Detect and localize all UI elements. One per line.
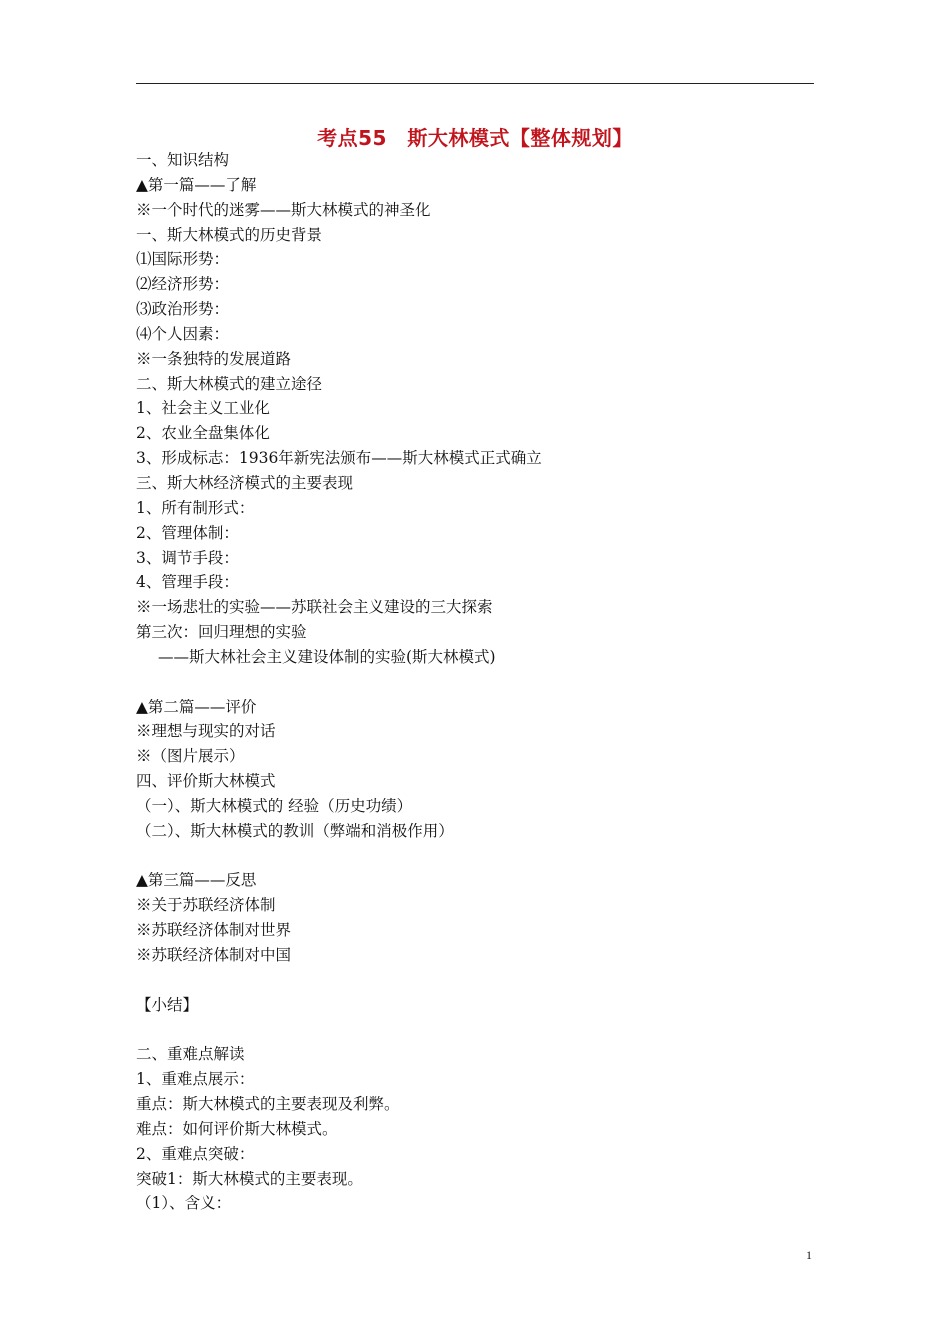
text-line: 3、形成标志：1936年新宪法颁布——斯大林模式正式确立: [136, 449, 542, 468]
text-line: ※一条独特的发展道路: [136, 349, 292, 368]
text-line: 【小结】: [136, 995, 199, 1014]
document-body: [136, 148, 816, 1216]
text-line: 四、评价斯大林模式: [136, 772, 276, 791]
text-line: ※苏联经济体制对中国: [136, 946, 292, 964]
text-line: 2、重难点突破：: [136, 1144, 255, 1163]
text-line: 二、重难点解读: [136, 1045, 245, 1064]
text-line: ⑴国际形势：: [136, 250, 230, 269]
text-line: 三、斯大林经济模式的主要表现: [136, 473, 354, 492]
text-line: ※一个时代的迷雾——斯大林模式的神圣化: [136, 200, 431, 219]
blank-line: [136, 968, 816, 993]
text-line: ⑶政治形势：: [136, 300, 230, 319]
text-line: 一、知识结构: [136, 151, 230, 169]
text-line: （1）、含义：: [136, 1194, 232, 1213]
blank-line: [136, 1018, 816, 1043]
text-line: ▲第一篇——了解: [136, 175, 257, 194]
text-line: 4、管理手段：: [136, 573, 239, 592]
text-line: 第三次：回归理想的实验: [136, 623, 307, 642]
text-line: 重点：斯大林模式的主要表现及利弊。: [136, 1095, 400, 1114]
text-line: ⑷个人因素：: [136, 324, 230, 343]
text-line: ▲第三篇——反思: [136, 871, 257, 890]
text-line: ⑵经济形势：: [136, 275, 230, 294]
text-line: ※（图片展示）: [136, 747, 245, 766]
text-line: （二）、斯大林模式的教训（弊端和消极作用）: [136, 821, 454, 840]
text-line: ——斯大林社会主义建设体制的实验(斯大林模式): [158, 647, 496, 666]
header-rule: [136, 83, 814, 84]
page-number: 1: [806, 1248, 812, 1262]
text-line: 1、重难点展示：: [136, 1070, 255, 1089]
text-line: 2、管理体制：: [136, 523, 239, 542]
text-line: 1、社会主义工业化: [136, 399, 270, 418]
text-line: ※关于苏联经济体制: [136, 896, 276, 915]
text-line: ※理想与现实的对话: [136, 722, 276, 741]
text-line: 2、农业全盘集体化: [136, 424, 270, 443]
text-line: ▲第二篇——评价: [136, 697, 257, 716]
page-title: 考点55 斯大林模式【整体规划】: [317, 126, 633, 150]
text-line: 1、所有制形式：: [136, 498, 255, 517]
text-line: 二、斯大林模式的建立途径: [136, 374, 323, 393]
text-line: ※一场悲壮的实验——苏联社会主义建设的三大探索: [136, 598, 493, 617]
text-line: 难点：如何评价斯大林模式。: [136, 1119, 338, 1138]
text-line: 一、斯大林模式的历史背景: [136, 225, 323, 244]
text-line: 突破1：斯大林模式的主要表现。: [136, 1169, 363, 1188]
blank-line: [136, 670, 816, 695]
text-line: ※苏联经济体制对世界: [136, 921, 292, 940]
blank-line: [136, 844, 816, 869]
text-line: 3、调节手段：: [136, 548, 239, 567]
text-line: （一）、斯大林模式的 经验（历史功绩）: [136, 796, 413, 815]
